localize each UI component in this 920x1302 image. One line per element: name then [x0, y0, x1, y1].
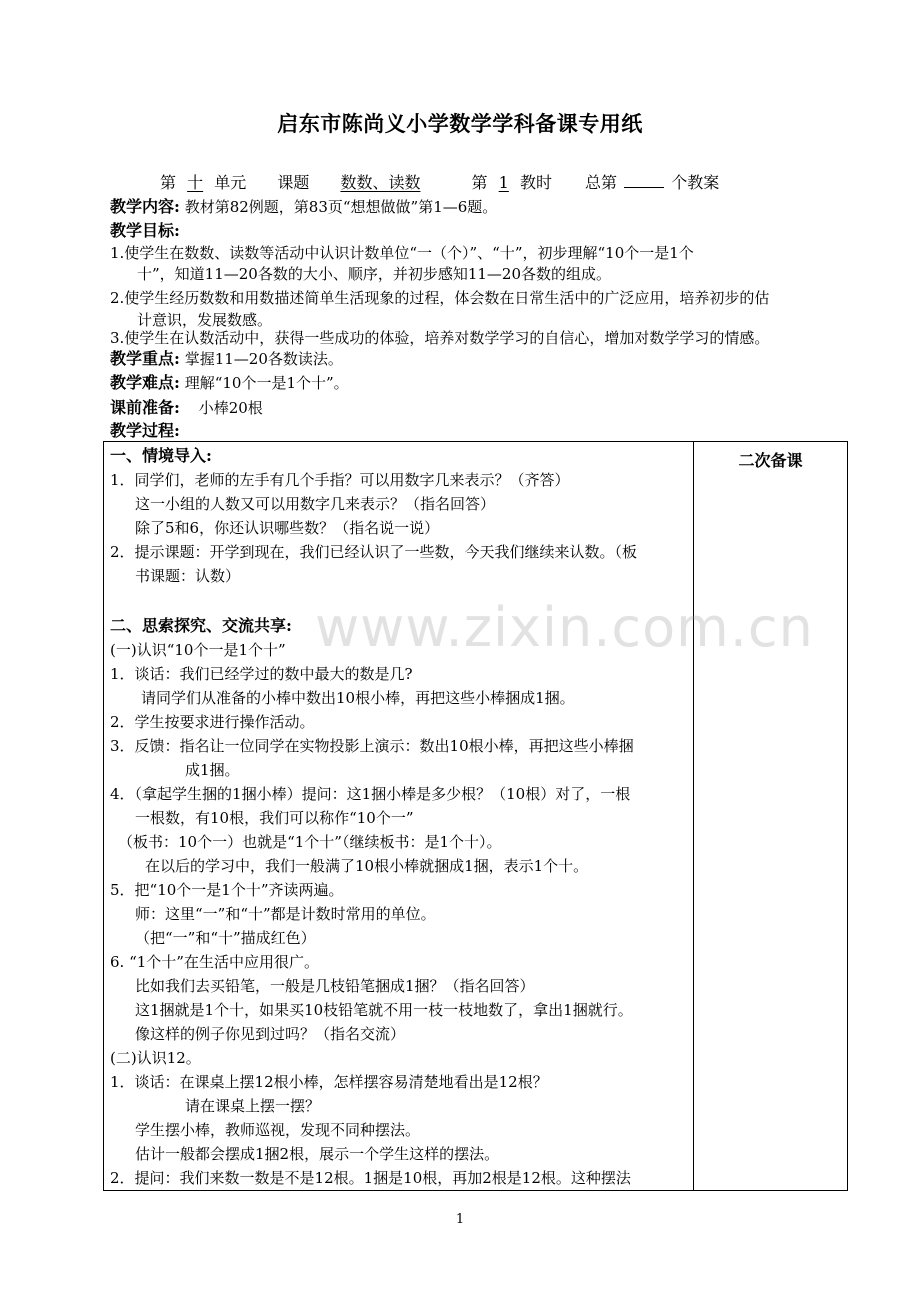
process-line: 比如我们去买铅笔，一般是几枝铅笔捆成1捆？（指名回答）: [135, 977, 535, 995]
process-label: 教学过程:: [110, 421, 180, 440]
process-line: 这一小组的人数又可以用数字几来表示？（指名回答）: [135, 495, 496, 513]
section-heading: 二、思索探究、交流共享:: [110, 616, 292, 635]
process-line: 一根数，有10根，我们可以称作“10个一”: [135, 809, 414, 827]
goal-line: 十”，知道11—20各数的大小、顺序，并初步感知11—20各数的组成。: [137, 265, 612, 283]
prep-row: [110, 396, 263, 420]
content-row: [110, 195, 497, 219]
lesson-meta-row: [160, 170, 719, 193]
key-text: 掌握11—20各数读法。: [184, 350, 343, 368]
process-line: 5．把“10个一是1个十”齐读两遍。: [110, 881, 344, 899]
process-line: （把“一”和“十”描成红色）: [135, 929, 316, 947]
process-line: 成1捆。: [185, 761, 240, 779]
goal-line: 3.使学生在认数活动中，获得一些成功的体验，培养对数学学习的自信心，增加对数学学习的情感。: [110, 329, 770, 347]
lesson-number: 1: [498, 173, 509, 192]
difficulty-row: [110, 371, 349, 395]
difficulty-text: 理解“10个一是1个十”。: [184, 374, 349, 392]
process-line: 书课题：认数）: [135, 567, 241, 585]
unit-number: 十: [187, 173, 204, 192]
unit-suffix: 单元: [214, 173, 247, 192]
process-line: 2．提问：我们来数一数是不是12根。1捆是10根，再加2根是12根。这种摆法: [110, 1169, 631, 1187]
goal-line: 1.使学生在数数、读数等活动中认识计数单位“一（个）”、“十”，初步理解“10个一是1个: [110, 244, 694, 262]
goal-line: 计意识，发展数感。: [137, 311, 273, 329]
process-line: 除了5和6，你还认识哪些数？（指名说一说）: [135, 519, 440, 537]
key-label: 教学重点:: [110, 349, 180, 368]
goals-label: 教学目标:: [110, 221, 180, 240]
process-line: 1．谈话：在课桌上摆12根小棒，怎样摆容易清楚地看出是12根？: [110, 1073, 548, 1091]
process-line: 请同学们从准备的小棒中数出10根小棒，再把这些小棒捆成1捆。: [141, 689, 575, 707]
total-suffix: 个教案: [671, 173, 720, 192]
process-line: 6. “1个十”在生活中应用很广。: [110, 953, 319, 971]
total-blank: [624, 173, 664, 188]
process-line: 这1捆就是1个十，如果买10枝铅笔就不用一枝一枝地数了，拿出1捆就行。: [135, 1001, 633, 1019]
topic-value: 数数、读数: [340, 173, 421, 192]
process-line: (一)认识“10个一是1个十”: [110, 641, 286, 659]
second-prep-column: [694, 442, 848, 1191]
prep-label: 课前准备:: [110, 398, 180, 417]
process-line: 估计一般都会摆成1捆2根，展示一个学生这样的摆法。: [135, 1145, 500, 1163]
process-line: 在以后的学习中，我们一般满了10根小棒就捆成1捆，表示1个十。: [145, 857, 589, 875]
process-line: 1．同学们，老师的左手有几个手指？可以用数字几来表示？（齐答）: [110, 471, 570, 489]
process-line: 请在课桌上摆一摆？: [185, 1097, 321, 1115]
process-line: 1．谈话：我们已经学过的数中最大的数是几?: [110, 665, 413, 683]
prep-text: 小棒20根: [198, 399, 263, 417]
goal-line: 2.使学生经历数数和用数描述简单生活现象的过程，体会数在日常生活中的广泛应用，培养初步的估: [110, 289, 770, 307]
unit-prefix: 第: [160, 173, 177, 192]
lesson-suffix: 教时: [519, 173, 552, 192]
section-heading: 一、情境导入:: [110, 446, 212, 465]
second-prep-title: 二次备课: [738, 451, 803, 470]
difficulty-label: 教学难点:: [110, 373, 180, 392]
process-line: 2．提示课题：开学到现在，我们已经认识了一些数，今天我们继续来认数。（板: [110, 543, 638, 561]
process-line: 3．反馈：指名让一位同学在实物投影上演示：数出10根小棒，再把这些小棒捆: [110, 737, 634, 755]
page-number: 1: [455, 1212, 465, 1227]
process-line: 4．（拿起学生捆的1捆小棒）提问：这1捆小棒是多少根？（10根）对了，一根: [110, 785, 631, 803]
key-point-row: [110, 347, 343, 371]
page-title: 启东市陈尚义小学数学学科备课专用纸: [277, 111, 643, 136]
process-line: 师：这里“一”和“十”都是计数时常用的单位。: [135, 905, 436, 923]
process-line: 像这样的例子你见到过吗？（指名交流）: [135, 1025, 406, 1043]
topic-label: 课题: [277, 173, 310, 192]
content-label: 教学内容:: [110, 197, 180, 216]
watermark: www.zixin.com.cn: [315, 596, 814, 659]
content-text: 教材第82例题，第83页“想想做做”第1—6题。: [184, 198, 498, 216]
lesson-process-table: [103, 441, 848, 1191]
process-line: （板书：10个一）也就是“1个十”（继续板书：是1个十）。: [118, 833, 502, 851]
process-line: (二)认识12。: [110, 1049, 201, 1067]
total-prefix: 总第: [585, 173, 618, 192]
process-line: 2．学生按要求进行操作活动。: [110, 713, 315, 731]
process-content-cell: [104, 442, 694, 1191]
process-line: 学生摆小棒，教师巡视，发现不同种摆法。: [135, 1121, 421, 1139]
lesson-prefix: 第: [471, 173, 488, 192]
